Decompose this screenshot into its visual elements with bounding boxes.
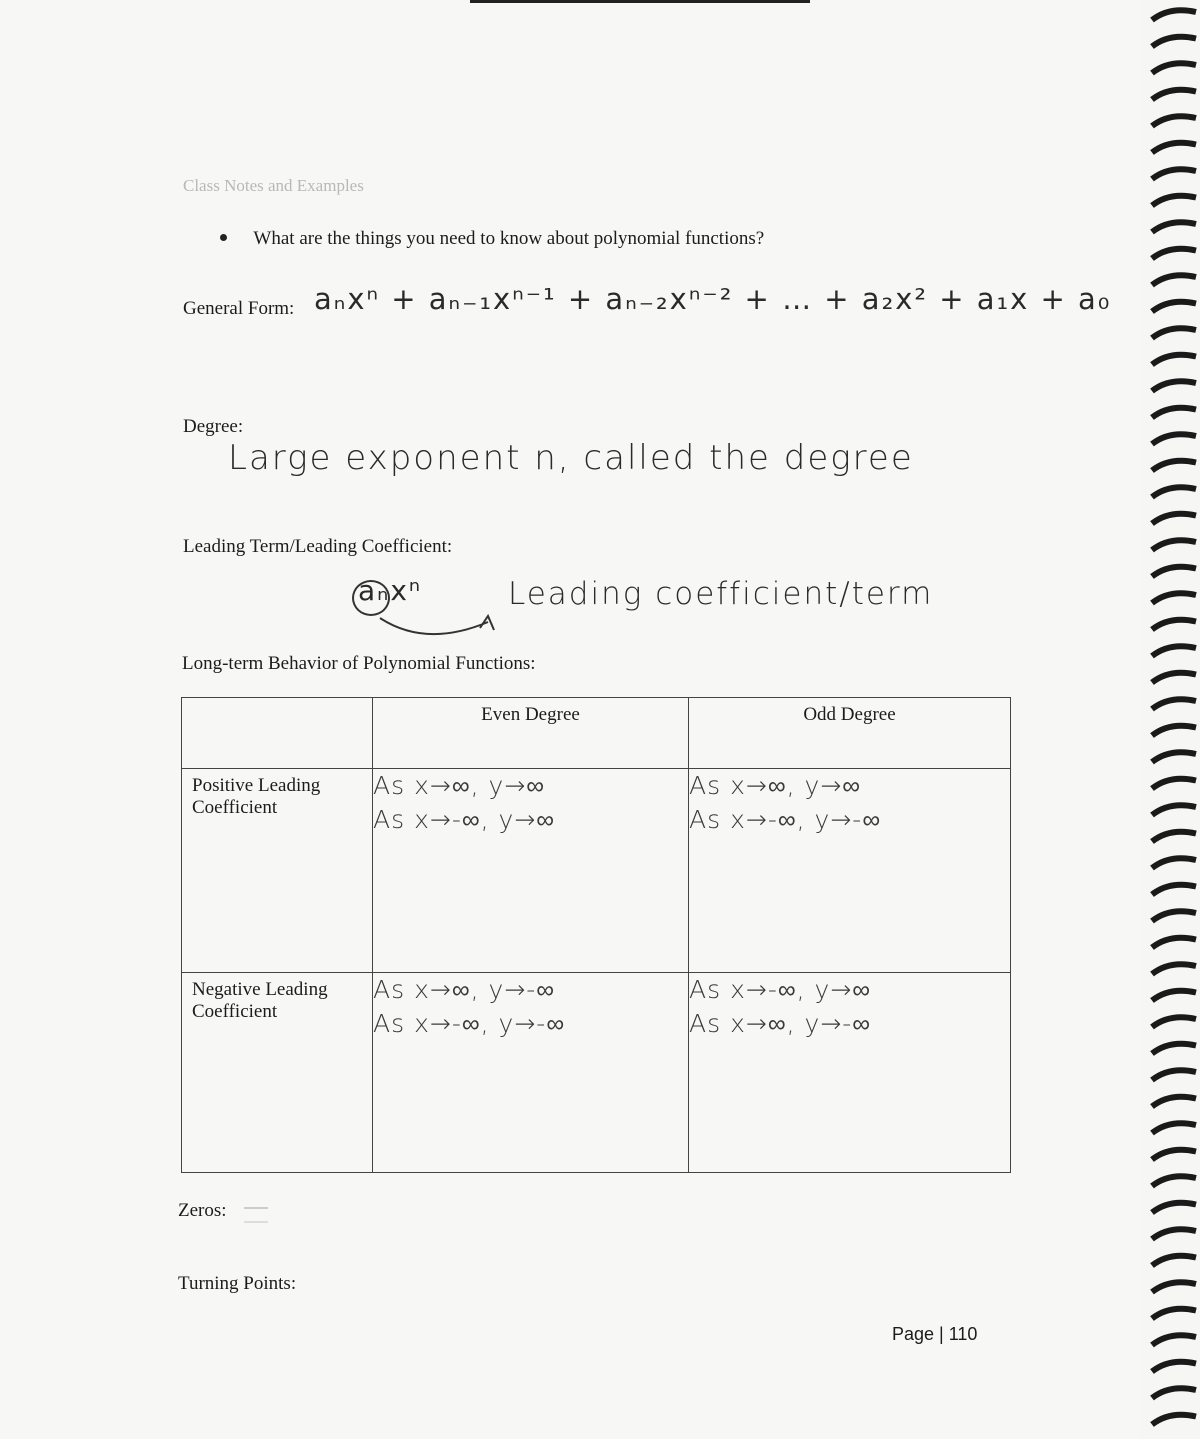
cell-line: As x→∞, y→-∞ <box>373 975 556 1004</box>
leading-label: Leading Term/Leading Coefficient: <box>183 536 453 557</box>
binding-coil <box>1152 37 1196 47</box>
binding-coil <box>1152 964 1196 974</box>
binding-coil <box>1152 116 1196 126</box>
binding-coil <box>1152 514 1196 524</box>
turning-points-label: Turning Points: <box>178 1273 297 1294</box>
binding-coil <box>1152 567 1196 577</box>
binding-coil <box>1152 275 1196 285</box>
binding-coil <box>1152 355 1196 365</box>
cell-negative-even <box>373 973 689 1173</box>
binding-coil <box>1152 90 1196 100</box>
binding-coil <box>1152 328 1196 338</box>
table-header-even: Even Degree <box>373 698 689 769</box>
binding-coil <box>1152 1123 1196 1133</box>
binding-coil <box>1152 1229 1196 1239</box>
top-edge-line <box>470 0 810 3</box>
cell-line: As x→-∞, y→∞ <box>373 804 556 834</box>
binding-coil <box>1152 169 1196 179</box>
binding-coil <box>1152 143 1196 153</box>
binding-coil <box>1152 487 1196 497</box>
table-row <box>182 769 1011 973</box>
binding-coil <box>1152 1150 1196 1160</box>
binding-coil <box>1152 1415 1196 1425</box>
binding-coil <box>1152 885 1196 895</box>
binding-coil <box>1152 646 1196 656</box>
binding-coil <box>1152 620 1196 630</box>
binding-coil <box>1152 249 1196 259</box>
binding-coil <box>1152 1388 1196 1398</box>
page-header: Class Notes and Examples <box>183 176 364 195</box>
degree-label: Degree: <box>183 416 244 437</box>
binding-coil <box>1152 408 1196 418</box>
table-row <box>182 973 1011 1173</box>
general-form-handwritten: aₙxⁿ + aₙ₋₁xⁿ⁻¹ + aₙ₋₂xⁿ⁻² + … + a₂x² + a₁x + a₀ <box>314 282 1112 316</box>
cell-positive-odd <box>689 769 1011 973</box>
binding-coil <box>1152 1282 1196 1292</box>
table-header-odd: Odd Degree <box>689 698 1011 769</box>
eraser-mark <box>244 1207 268 1223</box>
binding-coil <box>1152 752 1196 762</box>
binding-coil <box>1152 1256 1196 1266</box>
binding-coil <box>1152 1017 1196 1027</box>
cell-line: As x→-∞, y→-∞ <box>689 804 882 834</box>
cell-line: As x→∞, y→∞ <box>373 771 546 800</box>
long-term-label: Long-term Behavior of Polynomial Functions: <box>182 653 536 674</box>
binding-coil <box>1152 540 1196 550</box>
binding-coil <box>1152 726 1196 736</box>
cell-negative-odd <box>689 973 1011 1173</box>
binding-coil <box>1152 434 1196 444</box>
binding-coil <box>1152 1203 1196 1213</box>
bullet-icon <box>220 234 227 241</box>
table-header-row <box>182 698 1011 769</box>
page-number: Page | 110 <box>892 1324 978 1344</box>
leading-handwritten: Leading coefficient/term <box>508 576 934 612</box>
leading-term-handwritten: aₙxⁿ <box>358 574 423 607</box>
row-label-positive: Positive Leading Coefficient <box>182 769 373 973</box>
binding-coil <box>1152 222 1196 232</box>
binding-coil <box>1152 673 1196 683</box>
cell-line: As x→∞, y→-∞ <box>689 1008 872 1038</box>
table-header-empty <box>182 698 373 769</box>
long-term-behavior-table <box>181 697 1011 1173</box>
binding-coil <box>1152 699 1196 709</box>
binding-coil <box>1152 302 1196 312</box>
degree-handwritten: Large exponent n, called the degree <box>228 438 914 478</box>
binding-coil <box>1152 196 1196 206</box>
binding-coil <box>1152 991 1196 1001</box>
binding-coil <box>1152 911 1196 921</box>
cell-line: As x→∞, y→∞ <box>689 771 862 800</box>
binding-coil <box>1152 1335 1196 1345</box>
binding-coil <box>1152 805 1196 815</box>
general-form-label: General Form: <box>183 298 295 319</box>
binding-coil <box>1152 1070 1196 1080</box>
binding-coil <box>1152 858 1196 868</box>
bullet-question <box>220 228 764 250</box>
binding-coil <box>1152 1044 1196 1054</box>
curved-arrow-icon <box>376 606 506 642</box>
binding-coil <box>1152 1309 1196 1319</box>
binding-coil <box>1152 381 1196 391</box>
binding-coil <box>1152 10 1196 20</box>
zeros-label: Zeros: <box>178 1200 227 1221</box>
binding-coil <box>1152 63 1196 73</box>
cell-line: As x→-∞, y→∞ <box>689 975 872 1004</box>
binding-coil <box>1152 1176 1196 1186</box>
binding-coil <box>1152 461 1196 471</box>
binding-coil <box>1152 1362 1196 1372</box>
bullet-question-text: What are the things you need to know about polynomial functions? <box>253 228 765 249</box>
binding-coil <box>1152 593 1196 603</box>
cell-positive-even <box>373 769 689 973</box>
binding-coil <box>1152 832 1196 842</box>
cell-line: As x→-∞, y→-∞ <box>373 1008 566 1038</box>
spiral-binding-icon <box>1140 0 1200 1439</box>
binding-coil <box>1152 1097 1196 1107</box>
row-label-negative: Negative Leading Coefficient <box>182 973 373 1173</box>
binding-coil <box>1152 938 1196 948</box>
binding-coil <box>1152 779 1196 789</box>
